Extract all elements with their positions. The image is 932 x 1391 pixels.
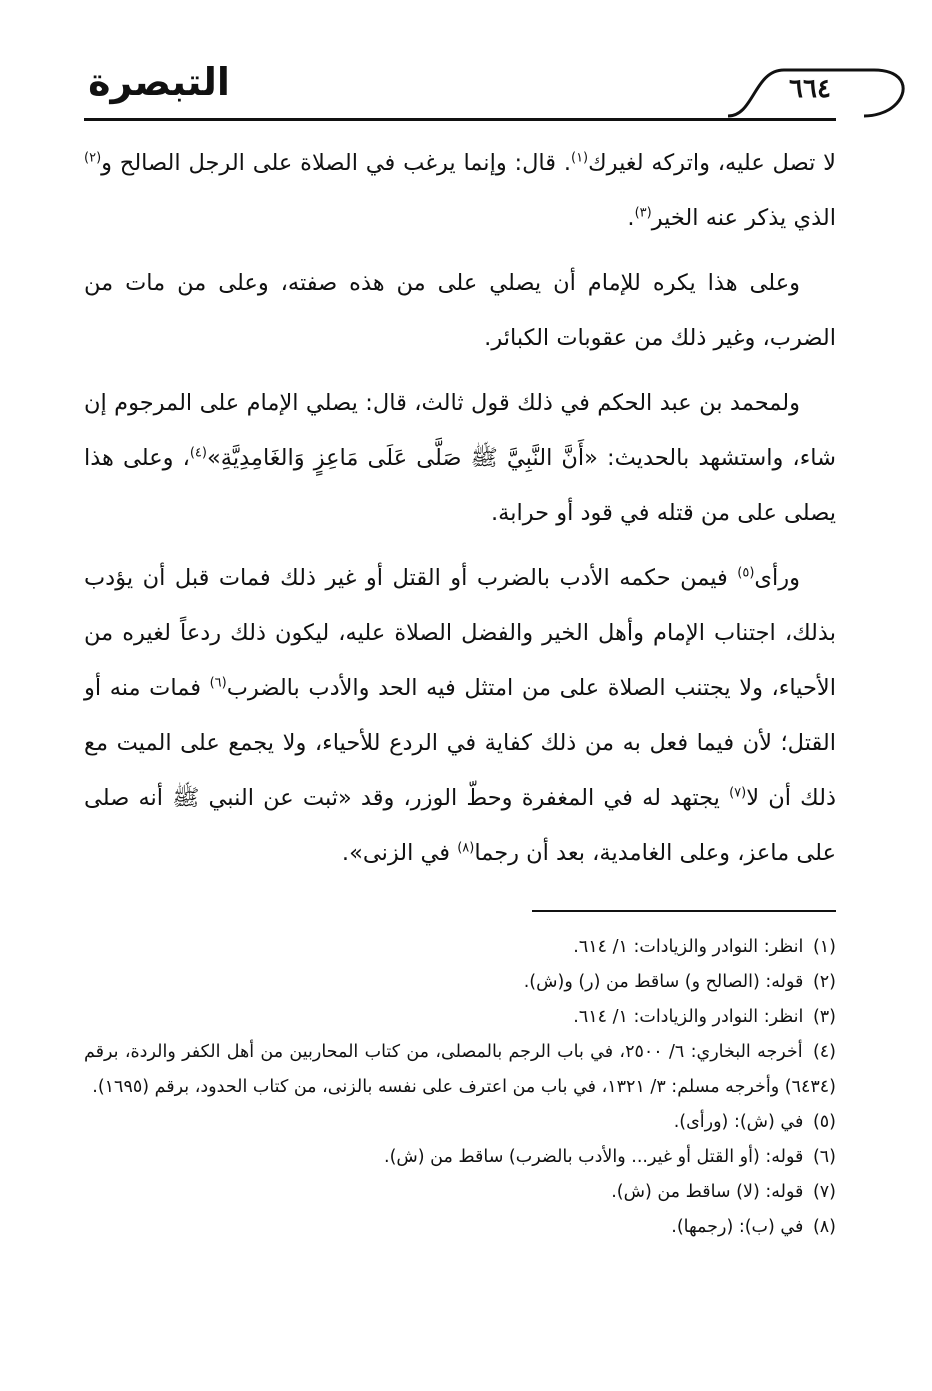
footnotes-section xyxy=(84,930,836,1245)
footnote-number: (٧) xyxy=(812,1182,836,1202)
book-title: التبصرة xyxy=(88,60,230,104)
footnote-reference[interactable]: (٦) xyxy=(209,675,227,691)
footnote-number: (٢) xyxy=(812,972,836,992)
body-text-segment: يجتهد له في المغفرة وحطّ الوزر، وقد «ثبت عن النبي ﷺ أنه صلى على ماعز، وعلى الغامدية، بعد أن رجما xyxy=(84,785,836,866)
footnote xyxy=(84,1210,836,1245)
footnote-text: أخرجه البخاري: ٦/ ٢٥٠٠، في باب الرجم بالمصلى، من كتاب المحاربين من أهل الكفر والردة، برقم (٦٤٣٤) وأخرجه مسلم: ٣/ ١٣٢١، في باب من اعترف على نفسه بالزنى، من كتاب الحدود، برقم (١٦٩٥). xyxy=(84,1042,836,1097)
body-text-segment: فمات منه أو القتل؛ لأن فيما فعل به من ذلك كفاية في الردع للأحياء، ولا يجمع على الميت مع ذلك أن لا xyxy=(84,675,836,811)
body-text-segment: . xyxy=(627,205,635,231)
footnote xyxy=(84,965,836,1000)
body-text-segment: ، وعلى هذا يصلى على من قتله في قود أو حرابة. xyxy=(84,445,836,526)
body-text-segment: فيمن حكمه الأدب بالضرب أو القتل أو غير ذلك فمات قبل أن يؤدب بذلك، اجتناب الإمام وأهل الخير والفضل الصلاة عليه، ليكون ذلك ردعاً لغيره من الأحياء، ولا يجتنب الصلاة على من امتثل فيه الحد والأدب بالضرب xyxy=(84,565,837,701)
footnote xyxy=(84,1035,836,1105)
footnote-text: قوله: (لا) ساقط من (ش). xyxy=(611,1182,809,1202)
header-rule xyxy=(84,118,836,121)
body-paragraph xyxy=(84,136,836,246)
footnote-text: قوله: (أو القتل أو غير... والأدب بالضرب) ساقط من (ش). xyxy=(384,1147,809,1167)
footnote-reference[interactable]: (٤) xyxy=(189,445,207,461)
footnote xyxy=(84,1000,836,1035)
footnote-reference[interactable]: (٨) xyxy=(457,840,475,856)
body-text-segment: . قال: وإنما يرغب في الصلاة على الرجل الصالح و xyxy=(101,150,571,176)
body-text-segment: لا تصل عليه، واتركه لغيرك xyxy=(588,150,836,176)
footnote-text: في (ب): (رجمها). xyxy=(671,1217,809,1237)
footnote-reference[interactable]: (٧) xyxy=(729,785,747,801)
footnote-number: (٦) xyxy=(812,1147,836,1167)
body-paragraph xyxy=(84,551,836,881)
footnote-separator xyxy=(532,910,836,912)
footnote-number: (١) xyxy=(812,937,836,957)
main-text xyxy=(84,136,836,891)
body-text-segment: الذي يذكر عنه الخير xyxy=(651,205,836,231)
footnote xyxy=(84,1105,836,1140)
footnote-reference[interactable]: (٥) xyxy=(737,565,755,581)
footnote-text: قوله: (الصالح و) ساقط من (ر) و(ش). xyxy=(523,972,809,992)
footnote-number: (٨) xyxy=(812,1217,836,1237)
footnote xyxy=(84,1140,836,1175)
body-text-segment: وعلى هذا يكره للإمام أن يصلي على من هذه صفته، وعلى من مات من الضرب، وغير ذلك من عقوبات الكبائر. xyxy=(84,270,836,351)
body-text-segment: ورأى xyxy=(754,565,800,591)
footnote-number: (٥) xyxy=(812,1112,836,1132)
footnote-number: (٤) xyxy=(812,1042,836,1062)
footnote-text: انظر: النوادر والزيادات: ١/ ٦١٤. xyxy=(573,1007,809,1027)
footnote-text: انظر: النوادر والزيادات: ١/ ٦١٤. xyxy=(573,937,809,957)
body-text-segment: في الزنى». xyxy=(341,840,458,866)
body-paragraph xyxy=(84,256,836,366)
footnote-reference[interactable]: (١) xyxy=(570,150,589,166)
footnote-text: في (ش): (ورأى). xyxy=(673,1112,809,1132)
footnote-number: (٣) xyxy=(812,1007,836,1027)
body-text-segment: ولمحمد بن عبد الحكم في ذلك قول ثالث، قال: يصلي الإمام على المرجوم إن شاء، واستشهد بالحديث: «أَنَّ النَّبِيَّ ﷺ صَلَّى عَلَى مَاعِزٍ وَالغَامِدِيَّةِ» xyxy=(84,390,836,471)
footnote-reference[interactable]: (٢) xyxy=(84,150,102,166)
page-number: ٦٦٤ xyxy=(789,74,831,104)
footnote xyxy=(84,930,836,965)
footnote-reference[interactable]: (٣) xyxy=(634,205,652,221)
footnote xyxy=(84,1175,836,1210)
body-paragraph xyxy=(84,376,836,541)
